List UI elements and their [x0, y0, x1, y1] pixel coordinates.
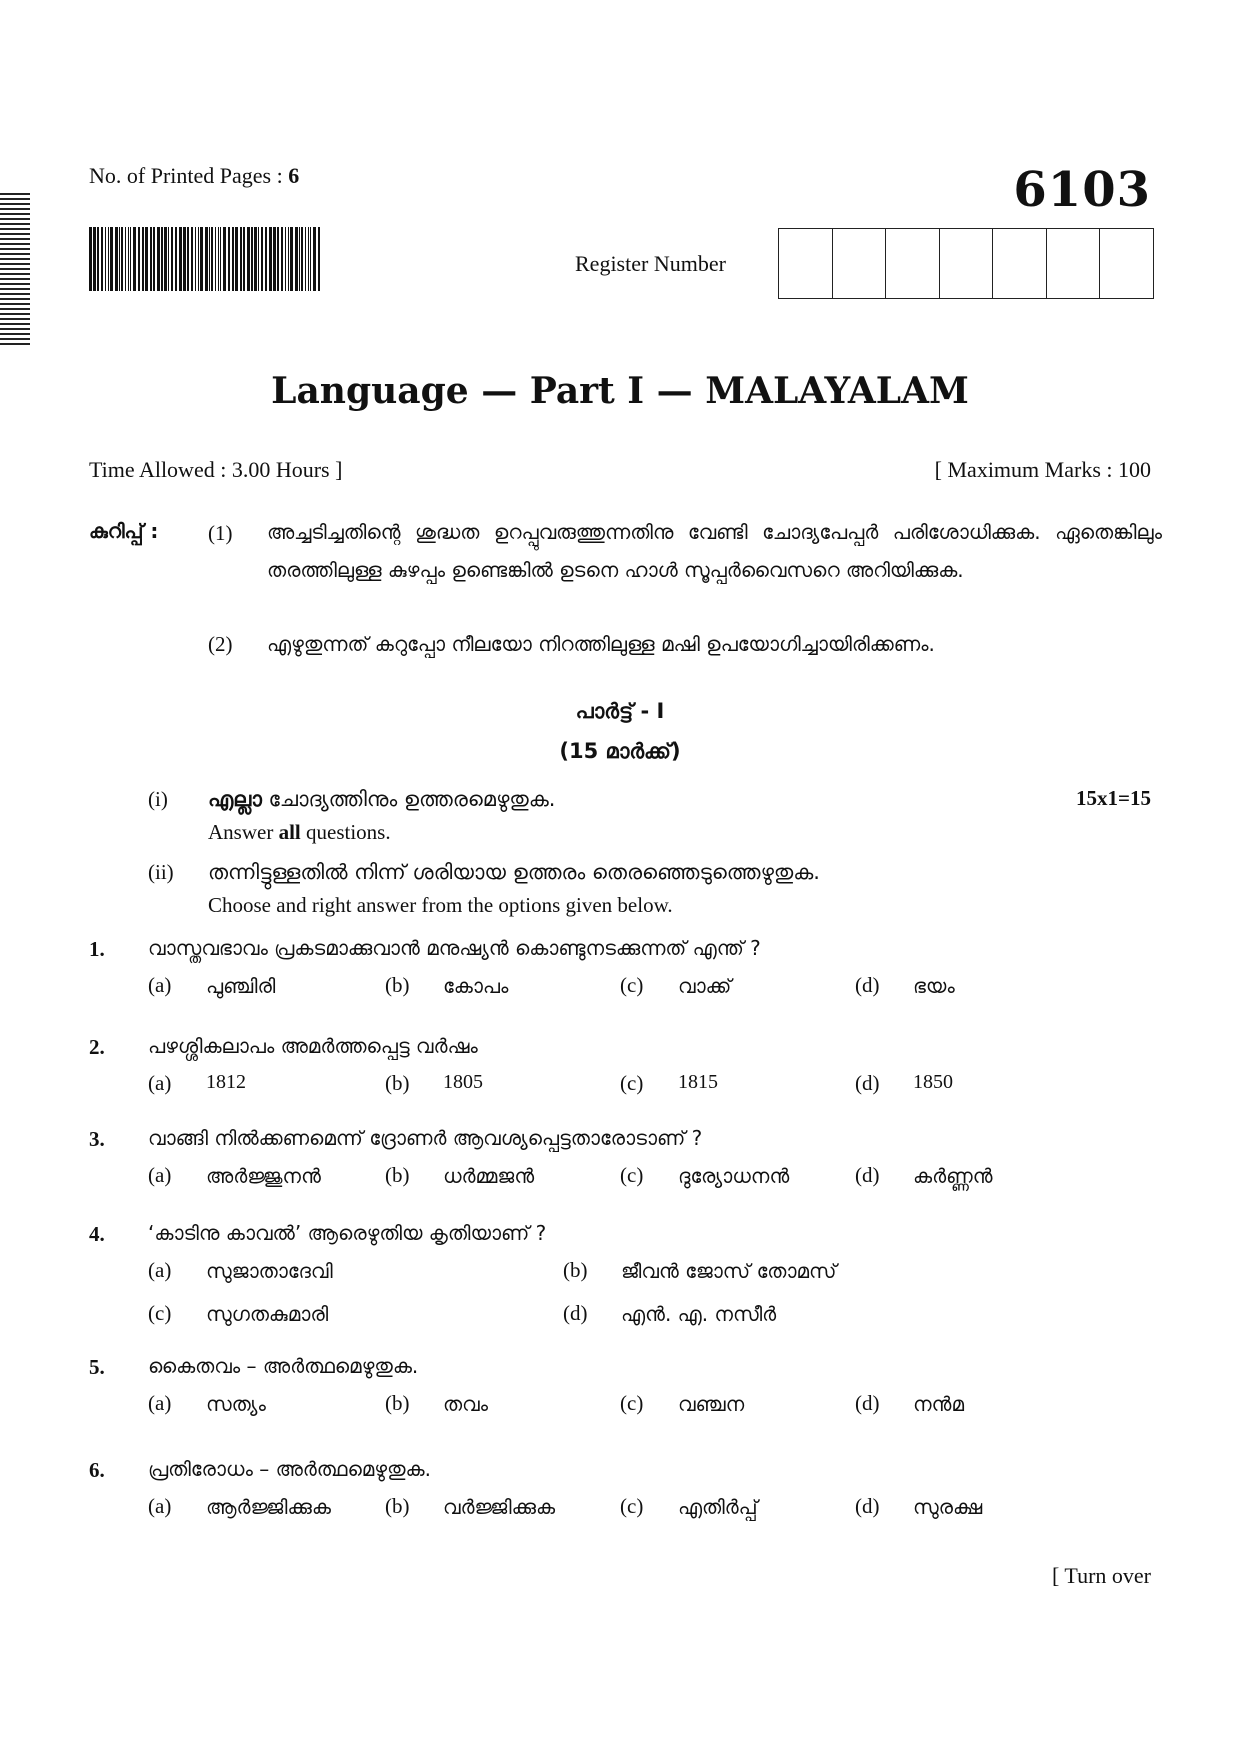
option-text: സുഗതകുമാരി [206, 1302, 329, 1326]
barcode-bar [119, 227, 120, 291]
paper-code: 6103 [1013, 162, 1151, 218]
barcode-bar [313, 227, 316, 291]
barcode-bar [145, 227, 148, 291]
barcode-bar [183, 227, 186, 291]
option-text: അർജ്ജുനൻ [206, 1164, 321, 1188]
barcode-bar [195, 227, 196, 291]
option-text: ധർമ്മജൻ [443, 1164, 535, 1188]
barcode-bar [215, 227, 216, 291]
option-text: ദുര്യോധനൻ [678, 1164, 790, 1188]
option-letter: (a) [148, 1258, 172, 1282]
option-letter: (d) [855, 1494, 880, 1518]
register-number-box [993, 229, 1047, 298]
barcode-bar [265, 227, 267, 291]
barcode-bar [171, 227, 173, 291]
marks-scheme: 15x1=15 [1076, 786, 1151, 810]
option-letter: (b) [563, 1258, 588, 1282]
register-number-boxes [778, 228, 1154, 299]
barcode-bar [228, 227, 230, 291]
question-number: 1. [89, 937, 105, 961]
printed-pages [89, 163, 299, 189]
barcode-bar [299, 227, 300, 291]
question-number: 3. [89, 1127, 105, 1151]
barcode-bar [240, 227, 242, 291]
barcode-bar [243, 227, 245, 291]
question-text: വാങ്ങി നിൽക്കണമെന്ന് ദ്രോണർ ആവശ്യപ്പെട്ടതാരോടാണ് ? [148, 1126, 703, 1150]
option-text: വർജ്ജിക്കുക [443, 1495, 556, 1519]
register-number-box [940, 229, 994, 298]
barcode-bar [318, 227, 320, 291]
option-letter: (b) [385, 1494, 410, 1518]
barcode-bar [157, 227, 160, 291]
barcode-bar [281, 227, 283, 291]
barcode-bar [121, 227, 123, 291]
option-letter: (b) [385, 973, 410, 997]
barcode-bar [110, 227, 113, 291]
option-letter: (d) [855, 1391, 880, 1415]
register-number-label: Register Number [575, 251, 726, 276]
note-number: (1) [208, 521, 233, 545]
option-letter: (d) [563, 1301, 588, 1325]
note-text: അച്ചടിച്ചതിന്റെ ശുദ്ധത ഉറപ്പുവരുത്തുന്നതിനു വേണ്ടി ചോദ്യപേപ്പർ പരിശോധിക്കുക. ഏതെങ്കിലും തരത്തിലുള്ള കുഴപ്പം ഉണ്ടെങ്കിൽ ഉടനെ ഹാൾ സൂപ്പർവൈസറെ അറിയിക്കുക. [267, 520, 1162, 582]
option-letter: (a) [148, 973, 172, 997]
option-text: എൻ. എ. നസീർ [621, 1302, 777, 1326]
barcode-bar [220, 227, 221, 291]
option-letter: (a) [148, 1391, 172, 1415]
barcode-bar [128, 227, 129, 291]
barcode-bar [133, 227, 136, 291]
option-letter: (c) [620, 973, 644, 997]
barcode [89, 227, 321, 291]
option-letter: (b) [385, 1163, 410, 1187]
notes-label: കുറിപ്പ് : [89, 519, 159, 543]
instruction-text: എല്ലാ ചോദ്യത്തിനും ഉത്തരമെഴുതുക. Answer all questions. [208, 787, 556, 844]
barcode-bar [187, 227, 189, 291]
barcode-bar [179, 227, 182, 291]
option-letter: (b) [385, 1391, 410, 1415]
barcode-bar [218, 227, 219, 291]
option-text: 1805 [443, 1071, 483, 1093]
barcode-bar [251, 227, 253, 291]
barcode-bar [273, 227, 276, 291]
register-number-box [779, 229, 833, 298]
option-letter: (a) [148, 1494, 172, 1518]
option-text: സുരക്ഷ [913, 1495, 983, 1519]
barcode-bar [97, 227, 99, 291]
question-text: വാസ്തവഭാവം പ്രകടമാക്കുവാൻ മനുഷ്യൻ കൊണ്ടുനടക്കുന്നത് എന്ത് ? [148, 936, 761, 960]
barcode-bar [130, 227, 131, 291]
register-number-box [1047, 229, 1101, 298]
barcode-bar [161, 227, 163, 291]
question-text: കൈതവം – അർത്ഥമെഴുതുക. [148, 1354, 419, 1378]
barcode-bar [288, 227, 289, 291]
option-letter: (d) [855, 1163, 880, 1187]
question-text: പഴശ്ശികലാപം അമർത്തപ്പെട്ട വർഷം [148, 1034, 478, 1058]
barcode-bar [285, 227, 286, 291]
barcode-bar [254, 227, 257, 291]
printed-pages-value: 6 [288, 163, 300, 188]
barcode-bar [305, 227, 306, 291]
barcode-bar [261, 227, 263, 291]
barcode-bar [108, 227, 109, 291]
question-text: ‘കാടിനു കാവൽ’ ആരെഴുതിയ കൃതിയാണ് ? [148, 1221, 547, 1245]
barcode-bar [247, 227, 250, 291]
time-allowed: Time Allowed : 3.00 Hours ] [89, 457, 343, 482]
option-text: വഞ്ചന [678, 1392, 745, 1416]
question-number: 6. [89, 1458, 105, 1482]
option-text: നൻമ [913, 1392, 964, 1416]
option-letter: (a) [148, 1163, 172, 1187]
edge-tick-marks [0, 193, 30, 345]
instruction-number: (ii) [148, 860, 174, 884]
barcode-bar [308, 227, 309, 291]
register-number-box [1100, 229, 1153, 298]
option-letter: (c) [620, 1071, 644, 1095]
question-number: 2. [89, 1035, 105, 1059]
question-number: 5. [89, 1355, 105, 1379]
option-text: എതിർപ്പ് [678, 1495, 758, 1519]
option-letter: (c) [620, 1391, 644, 1415]
register-number-box [833, 229, 887, 298]
option-text: സത്യം [206, 1392, 266, 1416]
barcode-bar [209, 227, 210, 291]
barcode-bar [277, 227, 279, 291]
printed-pages-label: No. of Printed Pages : [89, 163, 289, 188]
barcode-bar [301, 227, 303, 291]
instruction-text: തന്നിട്ടുള്ളതിൽ നിന്ന് ശരിയായ ഉത്തരം തെരഞ്ഞെടുത്തെഴുതുക. Choose and right answer from the options given below. [208, 860, 820, 917]
option-text: തവം [443, 1392, 489, 1416]
option-letter: (b) [385, 1071, 410, 1095]
option-letter: (c) [620, 1163, 644, 1187]
barcode-bar [115, 227, 118, 291]
turn-over: [ Turn over [1051, 1563, 1151, 1588]
barcode-bar [175, 227, 177, 291]
barcode-bar [269, 227, 272, 291]
barcode-bar [93, 227, 96, 291]
barcode-bar [310, 227, 311, 291]
option-letter: (c) [620, 1494, 644, 1518]
barcode-bar [105, 227, 106, 291]
barcode-bar [295, 227, 298, 291]
barcode-bar [138, 227, 140, 291]
option-letter: (a) [148, 1071, 172, 1095]
page-title: Language — Part I — MALAYALAM [271, 370, 969, 412]
barcode-bar [205, 227, 208, 291]
instruction-emphasis: all [278, 820, 301, 844]
option-letter: (d) [855, 973, 880, 997]
barcode-bar [168, 227, 169, 291]
barcode-bar [125, 227, 126, 291]
option-text: ഭയം [913, 974, 955, 998]
barcode-bar [211, 227, 213, 291]
barcode-bar [258, 227, 259, 291]
barcode-bar [89, 227, 92, 291]
option-text: കർണ്ണൻ [913, 1164, 993, 1188]
option-text: ജീവൻ ജോസ് തോമസ് [621, 1259, 837, 1283]
barcode-bar [101, 227, 103, 291]
barcode-bar [150, 227, 152, 291]
barcode-bar [191, 227, 193, 291]
barcode-bar [223, 227, 226, 291]
barcode-bar [235, 227, 238, 291]
option-text: സുജാതാദേവി [206, 1259, 333, 1283]
option-letter: (d) [855, 1071, 880, 1095]
instruction-number: (i) [148, 787, 168, 811]
option-text: പുഞ്ചിരി [206, 974, 276, 998]
barcode-bar [142, 227, 144, 291]
option-text: വാക്ക് [678, 974, 732, 998]
maximum-marks: [ Maximum Marks : 100 [934, 457, 1151, 482]
barcode-bar [200, 227, 203, 291]
barcode-bar [164, 227, 167, 291]
option-text: 1850 [913, 1071, 953, 1093]
note-number: (2) [208, 632, 233, 656]
barcode-bar [153, 227, 155, 291]
question-text: പ്രതിരോധം – അർത്ഥമെഴുതുക. [148, 1457, 431, 1481]
part-marks: (15 മാർക്ക്) [559, 739, 681, 763]
barcode-bar [290, 227, 293, 291]
barcode-bar [198, 227, 199, 291]
barcode-bar [232, 227, 234, 291]
instruction-emphasis: എല്ലാ [208, 787, 262, 811]
option-text: കോപം [443, 974, 509, 998]
option-text: ആർജ്ജിക്കുക [206, 1495, 331, 1519]
option-text: 1812 [206, 1071, 246, 1093]
option-text: 1815 [678, 1071, 718, 1093]
part-heading: പാർട്ട് - I [575, 699, 665, 723]
note-text: എഴുതുന്നത് കറുപ്പോ നീലയോ നിറത്തിലുള്ള മഷി ഉപയോഗിച്ചായിരിക്കണം. [267, 632, 935, 656]
question-number: 4. [89, 1222, 105, 1246]
register-number-box [886, 229, 940, 298]
option-letter: (c) [148, 1301, 172, 1325]
